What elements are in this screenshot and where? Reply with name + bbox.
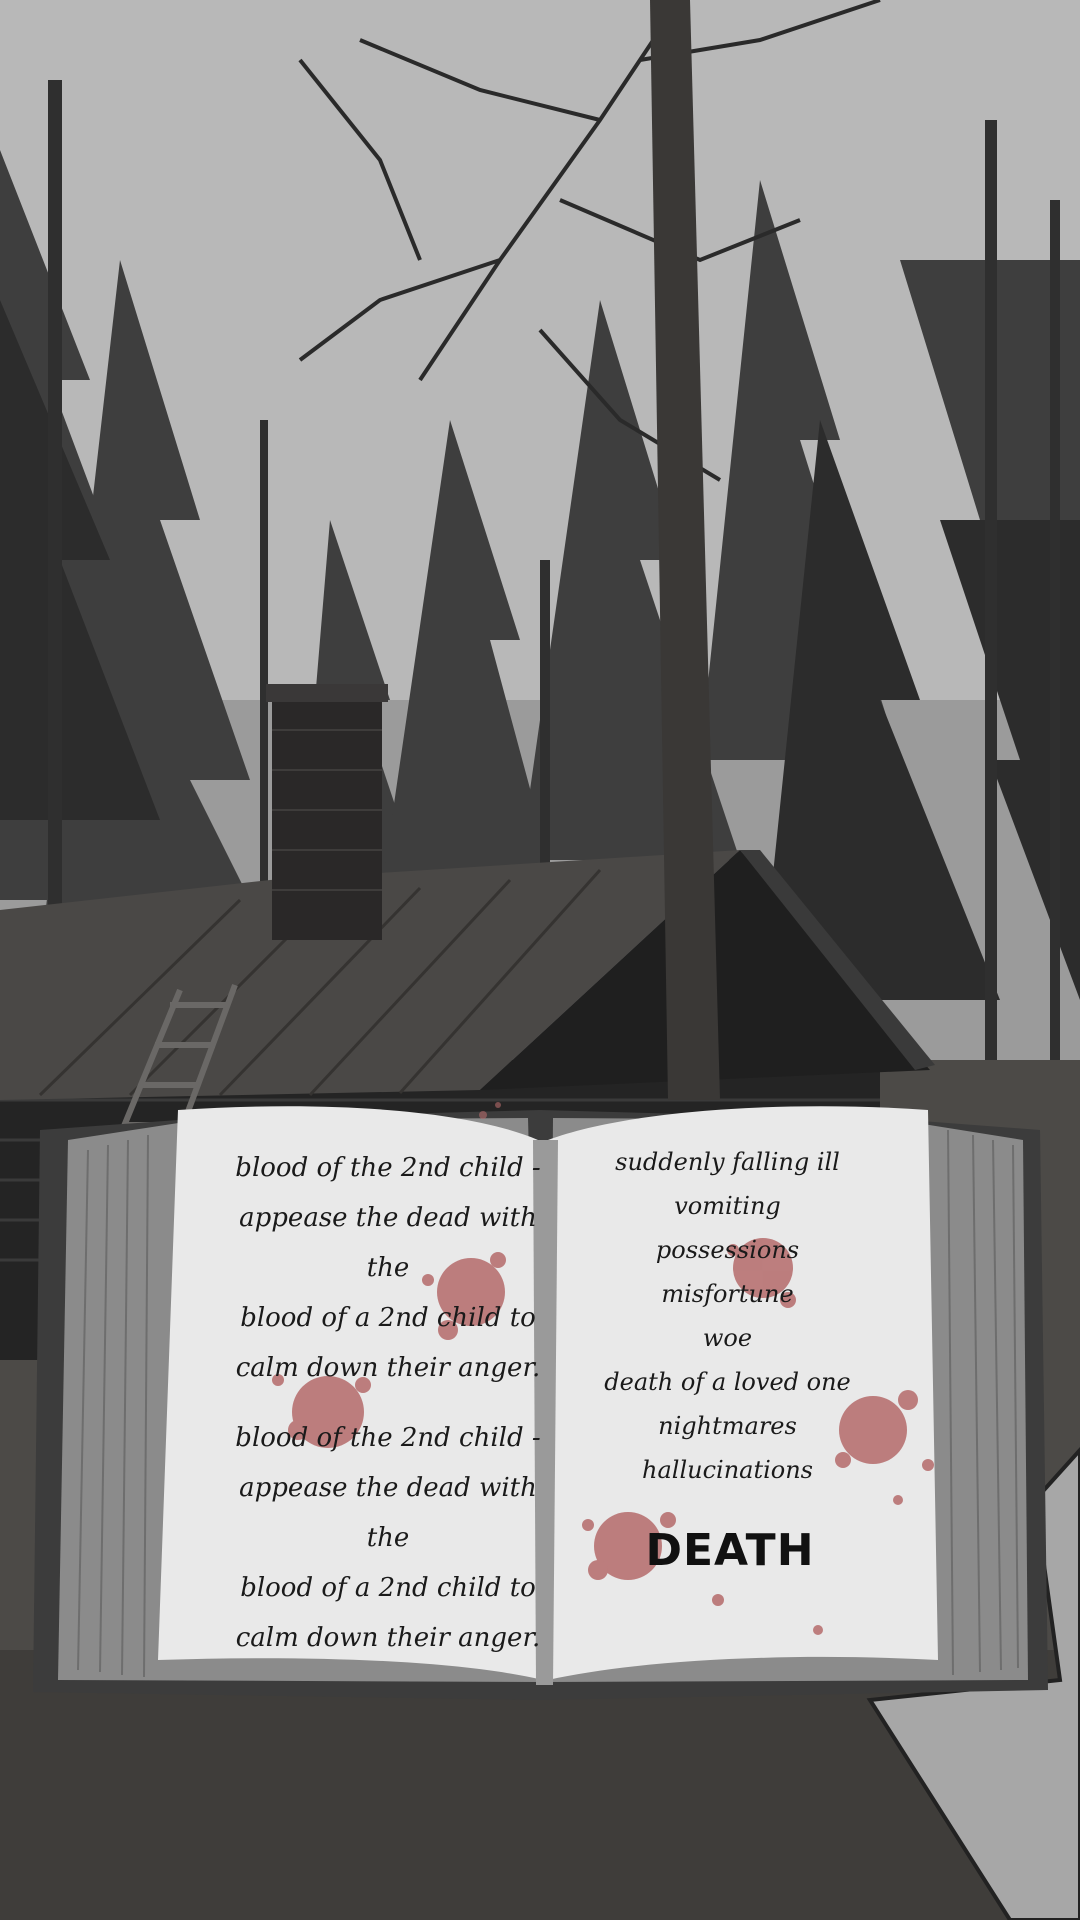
- text-line: nightmares: [658, 1412, 797, 1440]
- brick-chimney: [266, 684, 388, 940]
- death-word: DEATH: [645, 1525, 815, 1576]
- text-line: woe: [702, 1324, 753, 1352]
- text-line: blood of a 2nd child to: [240, 1303, 536, 1333]
- text-line: hallucinations: [642, 1456, 813, 1484]
- left-page-text: [228, 1143, 548, 1663]
- text-line: death of a loved one: [604, 1368, 851, 1396]
- text-line: suddenly falling ill: [615, 1148, 840, 1176]
- left-paragraph-1: [228, 1143, 548, 1393]
- left-paragraph-2: [228, 1413, 548, 1663]
- text-line: blood of a 2nd child to: [240, 1573, 536, 1603]
- text-line: appease the dead with the: [239, 1473, 537, 1553]
- text-line: blood of the 2nd child -: [235, 1153, 541, 1183]
- text-line: misfortune: [661, 1280, 794, 1308]
- right-page-text: [595, 1140, 860, 1492]
- text-line: calm down their anger.: [235, 1353, 541, 1383]
- text-line: appease the dead with the: [239, 1203, 537, 1283]
- text-line: calm down their anger.: [235, 1623, 541, 1653]
- text-line: vomiting: [674, 1192, 781, 1220]
- text-line: blood of the 2nd child -: [235, 1423, 541, 1453]
- text-line: possessions: [655, 1236, 800, 1264]
